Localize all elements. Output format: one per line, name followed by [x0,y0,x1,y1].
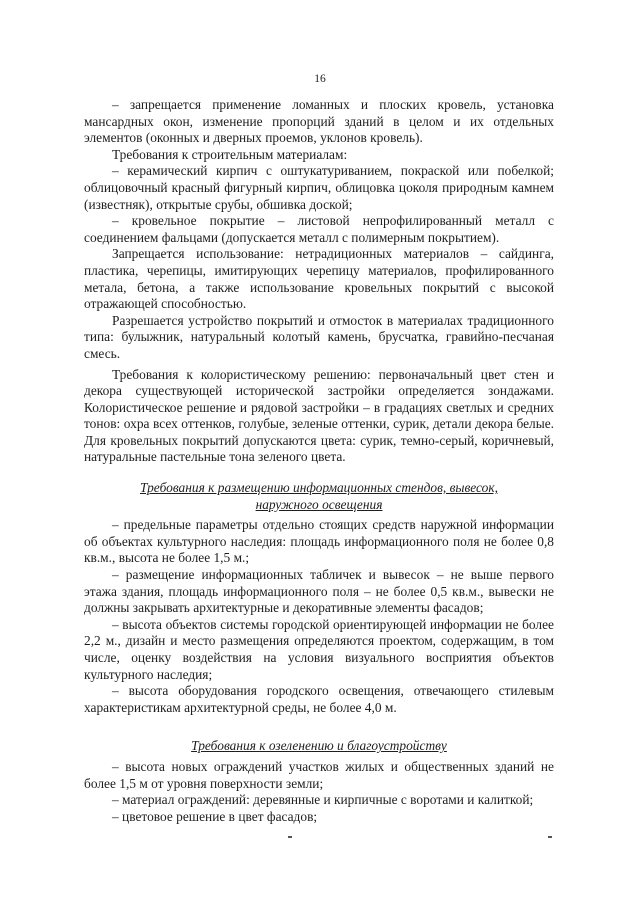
paragraph-paving: Разрешается устройство покрытий и отмосток в материалах традиционного типа: булыжник, натуральный колотый камень, брусчатка, гравийно-песчаная смесь. [84,312,554,361]
paragraph-signage-2: – размещение информационных табличек и вывесок – не выше первого этажа здания, площадь информационного поля – не более 0,5 кв.м., вывески не должны закрывать архитектурные и декоративные элементы фасадов; [84,567,554,616]
section-heading-signage-line2: наружного освещения [255,496,383,512]
section-heading-signage [84,480,554,513]
paragraph-landscaping-2: – материал ограждений: деревянные и кирпичные с воротами и калиткой; [112,792,534,808]
paragraph-materials-title: Требования к строительным материалам: [112,146,348,162]
paragraph-roof-ban: – запрещается применение ломанных и плоских кровель, установка мансардных окон, изменение пропорций зданий в целом и их отдельных элементов (оконных и дверных проемов, уклонов кровель). [84,97,554,146]
paragraph-signage-3: – высота объектов системы городской ориентирующей информации не более 2,2 м., дизайн и место размещения определяются проектом, содержащим, в том числе, оценку воздействия на условия визуального восприятия объектов культурного наследия; [84,616,554,682]
paragraph-coloristic: Требования к колористическому решению: первоначальный цвет стен и декора существующей исторической застройки определяется зондажами. Колористическое решение и рядовой застройки – в градациях светлых и средних тонов: охра всех оттенков, голубые, зеленые оттенки, сурик, детали декора белые. Для кровельных покрытий допускаются цвета: сурик, темно-серый, коричневый, натуральные пастельные тона зеленого цвета. [84,366,554,465]
paragraph-signage-4: – высота оборудования городского освещения, отвечающего стилевым характеристикам архитектурной среды, не более 4,0 м. [84,683,554,715]
page-number: 16 [314,73,326,85]
document-body [84,97,554,825]
paragraph-brick: – керамический кирпич с оштукатуриванием, покраской или побелкой; облицовочный красный фигурный кирпич, облицовка цоколя природным камнем (известняк), открытые срубы, обшивка доской; [84,163,554,212]
paragraph-landscaping-1: – высота новых ограждений участков жилых и общественных зданий не более 1,5 м от уровня поверхности земли; [84,758,554,791]
scan-mark-left [288,836,292,838]
paragraph-signage-1: – предельные параметры отдельно стоящих средств наружной информации об объектах культурного наследия: площадь информационного поля не более 0,8 кв.м., высота не более 1,5 м.; [84,517,554,566]
section-heading-signage-line1: Требования к размещению информационных стендов, вывесок, [140,480,498,496]
scan-artifacts [0,836,640,846]
section-heading-landscaping: Требования к озеленению и благоустройству [191,738,447,754]
paragraph-prohibited-materials: Запрещается использование: нетрадиционных материалов – сайдинга, пластика, черепицы, имитирующих черепицу материалов, профилированного метала, бетона, а также использование кровельных покрытий с высокой отражающей способностью. [84,246,554,312]
paragraph-landscaping-3: – цветовое решение в цвет фасадов; [112,808,318,824]
paragraph-roofing: – кровельное покрытие – листовой непрофилированный металл с соединением фальцами (допускается металл с полимерным покрытием). [84,213,554,245]
scan-mark-right [548,836,552,838]
